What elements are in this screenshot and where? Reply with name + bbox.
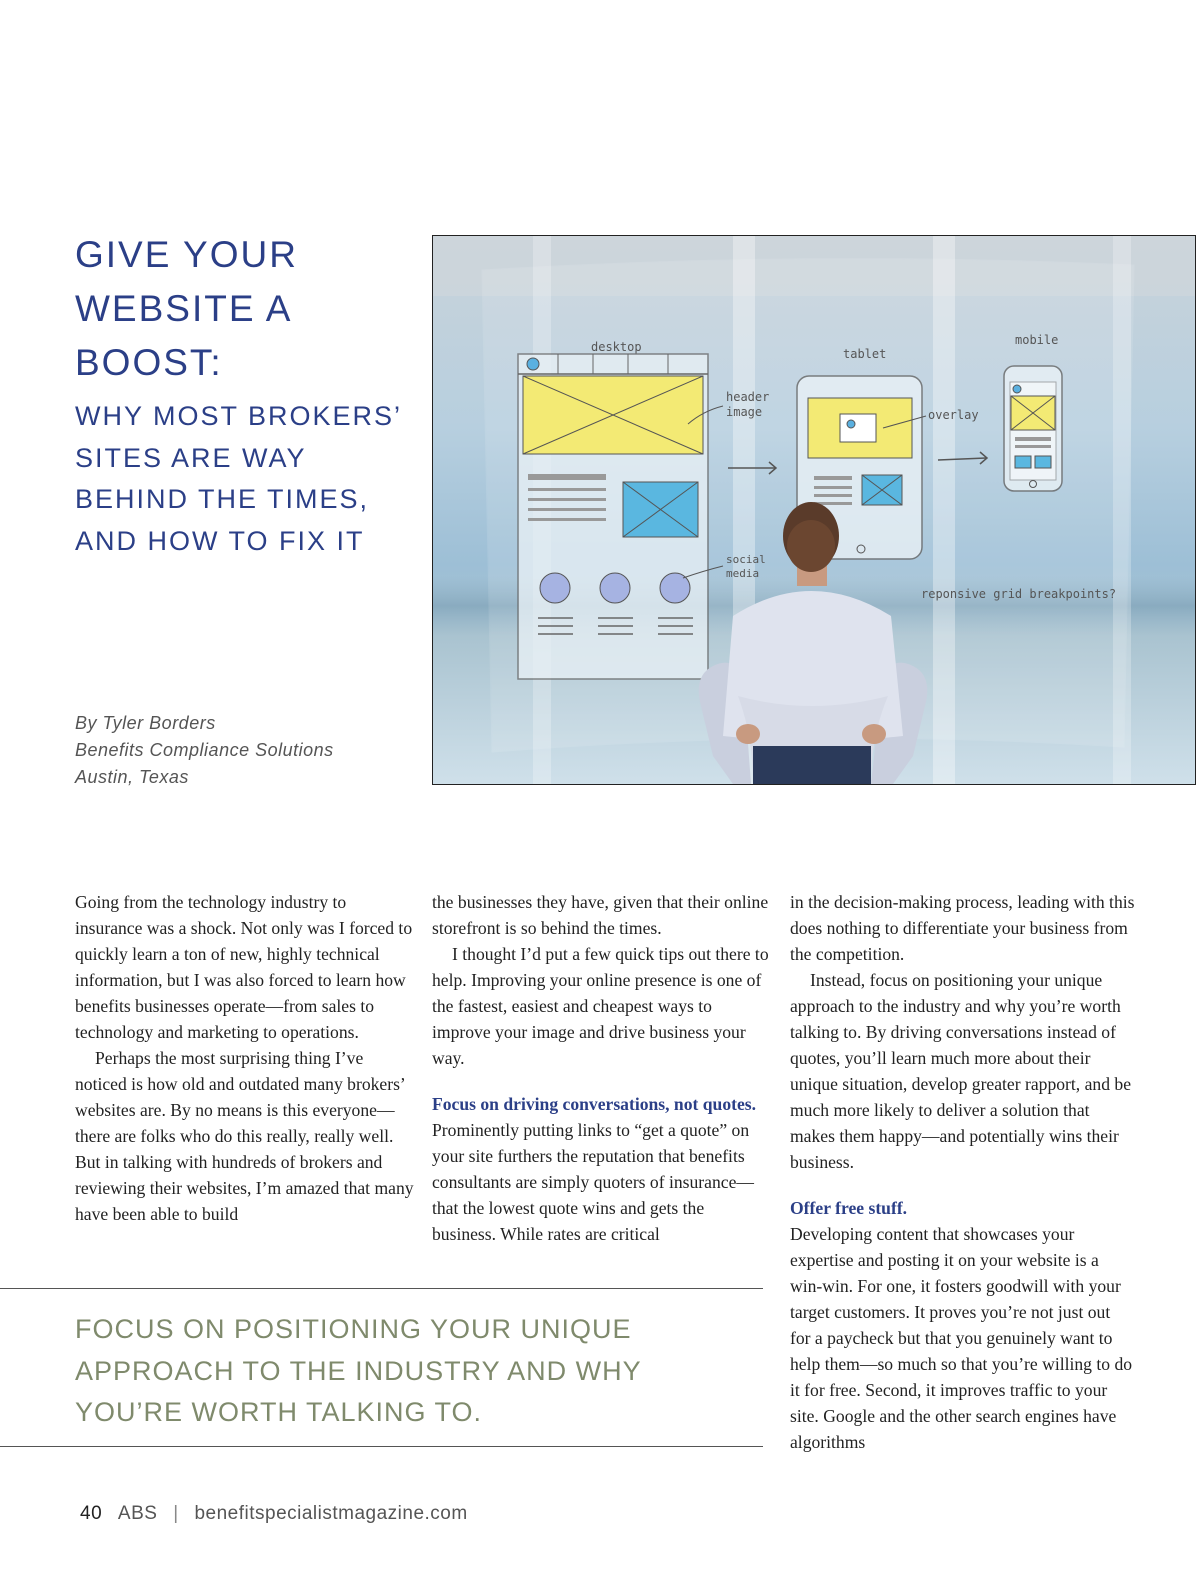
paragraph: in the decision-making process, leading with this does nothing to differentiate your business from the competition.	[790, 892, 1135, 964]
pull-quote: FOCUS ON POSITIONING YOUR UNIQUE APPROACH TO THE INDUSTRY AND WHY YOU’RE WORTH TALKING TO.	[75, 1314, 642, 1427]
section-heading: Focus on driving conversations, not quotes.	[432, 1094, 757, 1114]
footer-separator: |	[173, 1503, 179, 1524]
author: By Tyler Borders	[75, 713, 216, 733]
page-footer	[80, 1503, 468, 1525]
label-responsive: reponsive grid breakpoints?	[921, 587, 1117, 601]
responsive-design-illustration	[433, 236, 1195, 784]
publication-name: ABS	[117, 1503, 158, 1524]
label-tablet: tablet	[843, 347, 887, 361]
article-column-1	[75, 889, 415, 1227]
headline: GIVE YOUR WEBSITE A BOOST:	[75, 234, 298, 383]
page-number: 40	[80, 1503, 103, 1524]
pull-quote-top-rule	[0, 1288, 763, 1289]
location: Austin, Texas	[75, 767, 189, 787]
subheadline: WHY MOST BROKERS’ SITES ARE WAY BEHIND THE TIMES, AND HOW TO FIX IT	[75, 401, 402, 556]
label-image: image	[726, 405, 763, 419]
paragraph: Perhaps the most surprising thing I’ve noticed is how old and outdated many brokers’ websites are. By no means is this everyone—there are folks who do this really, really well. But in talking with hundreds of brokers and reviewing their websites, I’m amazed that many have been able to build	[75, 1048, 414, 1224]
section-heading: Offer free stuff.	[790, 1198, 908, 1218]
paragraph: I thought I’d put a few quick tips out there to help. Improving your online presence is one of the fastest, easiest and cheapest ways to improve your image and drive business your way.	[432, 944, 769, 1068]
label-social: social	[726, 553, 766, 566]
article-column-3	[790, 889, 1135, 1455]
article-column-2	[432, 889, 772, 1247]
paragraph: Developing content that showcases your expertise and posting it on your website is a win-win. For one, it fosters goodwill with your target customers. It proves you’re not just out for a paycheck but that you genuinely want to help them—so much so that you’re willing to do it for free. Second, it improves traffic to your site. Google and the other search engines have algorithms	[790, 1224, 1133, 1452]
paragraph: the businesses they have, given that their online storefront is so behind the times.	[432, 892, 769, 938]
pull-quote-bottom-rule	[0, 1446, 763, 1447]
paragraph: Instead, focus on positioning your unique approach to the industry and why you’re worth talking to. By driving conversations instead of quotes, you’ll learn much more about their unique situation, develop greater rapport, and be much more likely to deliver a solution that makes them happy—and potentially wins their business.	[790, 970, 1132, 1172]
company: Benefits Compliance Solutions	[75, 740, 334, 760]
paragraph: Prominently putting links to “get a quote” on your site furthers the reputation that benefits consultants are simply quoters of insurance—that the lowest quote wins and gets the business. While rates are critical	[432, 1120, 754, 1244]
website-url: benefitspecialistmagazine.com	[194, 1503, 468, 1524]
article-title	[75, 228, 415, 562]
byline	[75, 710, 334, 791]
label-overlay: overlay	[928, 408, 979, 422]
hero-image	[432, 235, 1196, 785]
label-media: media	[726, 567, 760, 580]
label-header: header	[726, 390, 770, 404]
paragraph: Going from the technology industry to insurance was a shock. Not only was I forced to quickly learn a ton of new, highly technical information, but I was also forced to learn how benefits businesses operate—from sales to technology and marketing to operations.	[75, 892, 413, 1042]
label-mobile: mobile	[1015, 333, 1059, 347]
label-desktop: desktop	[591, 340, 642, 354]
